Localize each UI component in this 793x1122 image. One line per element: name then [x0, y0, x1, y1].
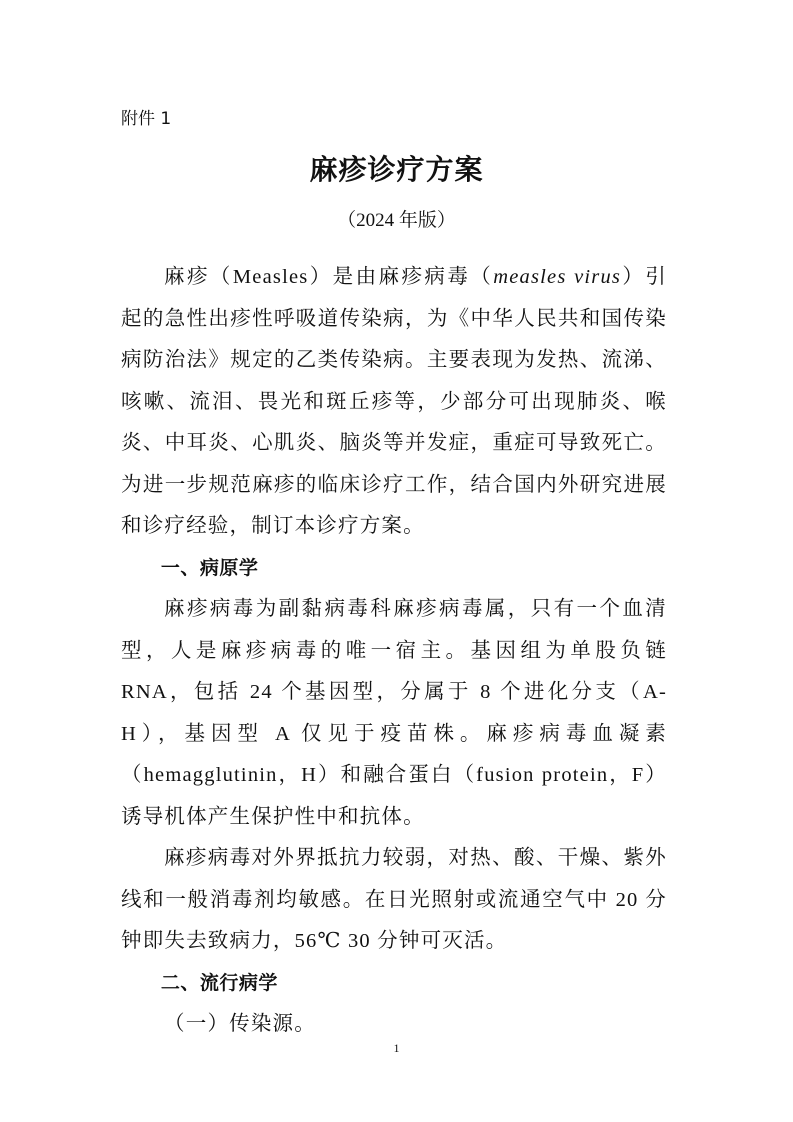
section-heading-epidemiology: 二、流行病学	[160, 971, 278, 994]
attachment-label: 附件 1	[121, 109, 172, 129]
intro-text-a: 麻疹（Measles）是由麻疹病毒（	[164, 266, 494, 288]
pathogen-paragraph-1: 麻疹病毒为副黏病毒科麻疹病毒属，只有一个血清型，人是麻疹病毒的唯一宿主。基因组为单股负链 RNA，包括 24 个基因型，分属于 8 个进化分支（A-H），基因型 A 仅见于疫苗株。麻疹病毒血凝素（hemagglutinin，H）和融合蛋白（fusion protein，F）诱导机体产生保护性中和抗体。	[121, 598, 667, 828]
subheading-infection-source: （一）传染源。	[164, 1013, 316, 1035]
intro-text-b: ）引起的急性出疹性呼吸道传染病，为《中华人民共和国传染病防治法》规定的乙类传染病。主要表现为发热、流涕、咳嗽、流泪、畏光和斑丘疹等，少部分可出现肺炎、喉炎、中耳炎、心肌炎、脑炎等并发症，重症可导致死亡。为进一步规范麻疹的临床诊疗工作，结合国内外研究进展和诊疗经验，制订本诊疗方案。	[121, 266, 667, 537]
document-title: 麻疹诊疗方案	[309, 153, 484, 186]
document-edition: （2024 年版）	[337, 210, 456, 231]
intro-italic-term: measles virus	[493, 266, 622, 288]
pathogen-paragraph-2: 麻疹病毒对外界抵抗力较弱，对热、酸、干燥、紫外线和一般消毒剂均敏感。在日光照射或流通空气中 20 分钟即失去致病力，56℃ 30 分钟可灭活。	[121, 847, 667, 952]
intro-paragraph	[121, 257, 667, 548]
section-heading-pathogen: 一、病原学	[160, 556, 259, 579]
page-number: 1	[393, 1041, 400, 1055]
document-body	[121, 257, 667, 1046]
